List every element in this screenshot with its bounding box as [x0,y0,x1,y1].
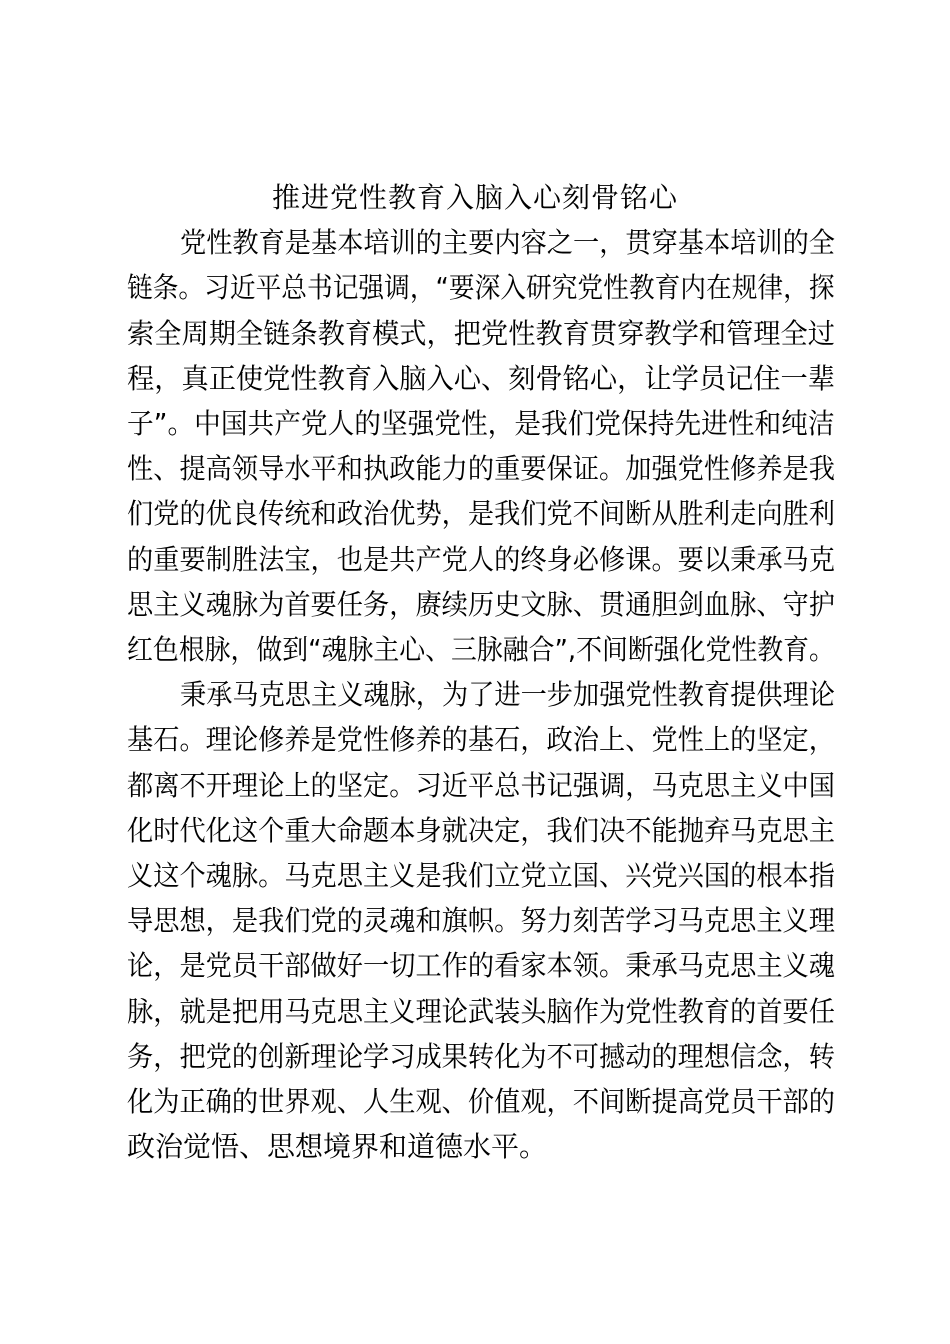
text-line: 红色根脉，做到“魂脉主心、三脉融合”,不间断强化党性教育。 [127,633,835,666]
text-line: 都离不开理论上的坚定。习近平总书记强调，马克思主义中国 [127,769,836,802]
text-line: 性、提高领导水平和执政能力的重要保证。加强党性修养是我 [127,452,836,485]
text-line: 党性教育是基本培训的主要内容之一，贯穿基本培训的全 [180,226,836,259]
text-line: 子”。中国共产党人的坚强党性，是我们党保持先进性和纯洁 [127,407,835,440]
document-title: 推进党性教育入脑入心刻骨铭心 [271,181,678,214]
text-line: 的重要制胜法宝，也是共产党人的终身必修课。要以秉承马克 [127,543,836,576]
text-line: 们党的优良传统和政治优势，是我们党不间断从胜利走向胜利 [127,497,836,530]
text-line: 思主义魂脉为首要任务，赓续历史文脉、贯通胆剑血脉、守护 [127,588,836,621]
text-line: 论，是党员干部做好一切工作的看家本领。秉承马克思主义魂 [127,949,836,982]
text-line: 化时代化这个重大命题本身就决定，我们决不能抛弃马克思主 [127,814,836,847]
text-line: 导思想，是我们党的灵魂和旗帜。努力刻苦学习马克思主义理 [127,904,836,937]
text-line: 义这个魂脉。马克思主义是我们立党立国、兴党兴国的根本指 [127,859,836,892]
text-line: 秉承马克思主义魂脉，为了进一步加强党性教育提供理论 [180,678,836,711]
text-line: 脉，就是把用马克思主义理论武装头脑作为党性教育的首要任 [127,995,836,1028]
text-line: 化为正确的世界观、人生观、价值观，不间断提高党员干部的 [127,1085,836,1118]
text-line: 务，把党的创新理论学习成果转化为不可撼动的理想信念，转 [127,1040,836,1073]
text-line: 政治觉悟、思想境界和道德水平。 [127,1130,548,1163]
text-line: 链条。习近平总书记强调，“要深入研究党性教育内在规律，探 [127,271,835,304]
text-line: 索全周期全链条教育模式，把党性教育贯穿教学和管理全过 [127,317,835,350]
text-line: 基石。理论修养是党性修养的基石，政治上、党性上的坚定， [127,723,836,756]
text-line: 程，真正使党性教育入脑入心、刻骨铭心，让学员记住一辈 [127,362,835,395]
